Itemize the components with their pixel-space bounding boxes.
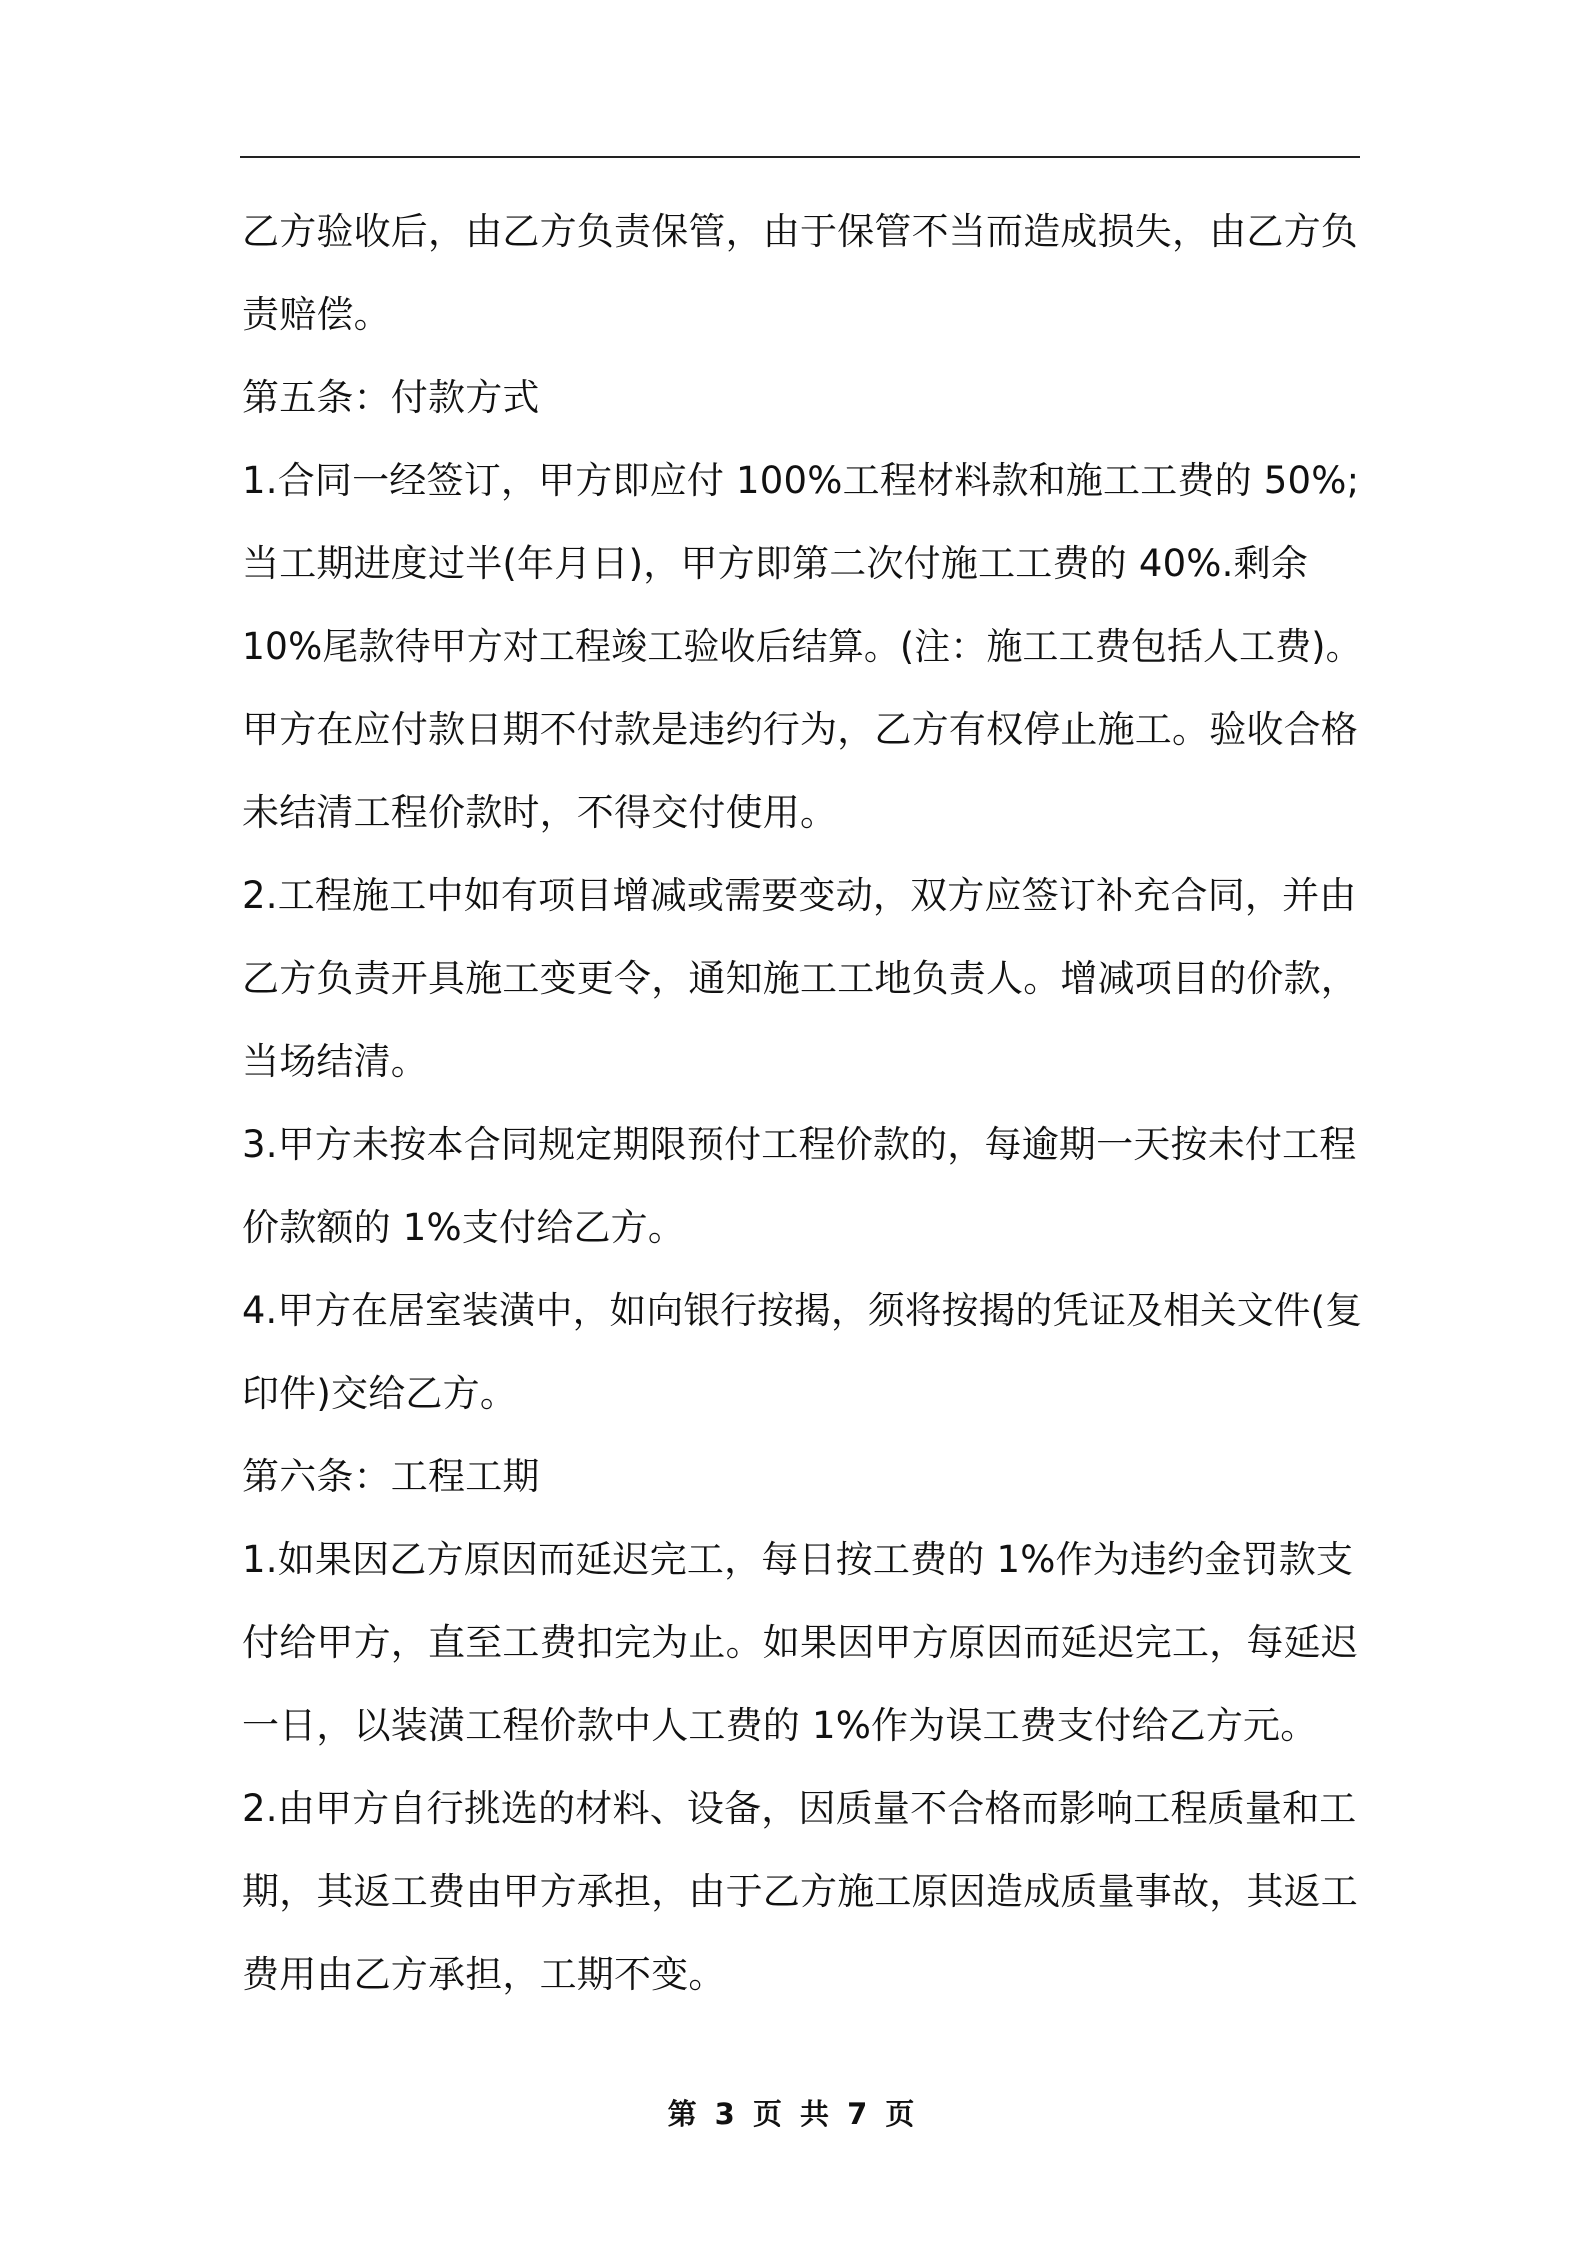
- header-divider: [240, 156, 1360, 158]
- text-line: 乙方验收后，由乙方负责保管，由于保管不当而造成损失，由乙方负: [242, 210, 1358, 253]
- section-heading: [242, 1435, 1362, 1518]
- paragraph: [242, 854, 1362, 1103]
- text-line: 当场结清。: [242, 1040, 428, 1083]
- text-line: 期，其返工费由甲方承担，由于乙方施工原因造成质量事故，其返工: [242, 1870, 1358, 1913]
- text-line: 第六条：工程工期: [242, 1455, 540, 1498]
- text-line: 责赔偿。: [242, 293, 391, 336]
- text-line: 第五条：付款方式: [242, 376, 540, 419]
- text-line: 未结清工程价款时，不得交付使用。: [242, 791, 838, 834]
- text-line: 4.甲方在居室装潢中，如向银行按揭，须将按揭的凭证及相关文件(复: [242, 1289, 1363, 1332]
- paragraph: [242, 1269, 1362, 1435]
- text-line: 1.合同一经签订，甲方即应付 100%工程材料款和施工工费的 50%;: [242, 459, 1360, 502]
- paragraph: [242, 1103, 1362, 1269]
- text-line: 乙方负责开具施工变更令，通知施工工地负责人。增减项目的价款，: [242, 957, 1358, 1000]
- text-line: 10%尾款待甲方对工程竣工验收后结算。(注：施工工费包括人工费)。: [242, 625, 1362, 668]
- text-line: 价款额的 1%支付给乙方。: [242, 1206, 686, 1249]
- document-body: [242, 190, 1362, 2016]
- text-line: 一日，以装潢工程价款中人工费的 1%作为误工费支付给乙方元。: [242, 1704, 1318, 1747]
- page-number-footer: 第 3 页 共 7 页: [667, 2097, 919, 2131]
- text-line: 2.由甲方自行挑选的材料、设备，因质量不合格而影响工程质量和工: [242, 1787, 1357, 1830]
- paragraph: [242, 190, 1362, 356]
- text-line: 当工期进度过半(年月日)，甲方即第二次付施工工费的 40%.剩余: [242, 542, 1309, 585]
- text-line: 3.甲方未按本合同规定期限预付工程价款的，每逾期一天按未付工程: [242, 1123, 1357, 1166]
- section-heading: [242, 356, 1362, 439]
- text-line: 2.工程施工中如有项目增减或需要变动，双方应签订补充合同，并由: [242, 874, 1357, 917]
- text-line: 甲方在应付款日期不付款是违约行为，乙方有权停止施工。验收合格: [242, 708, 1358, 751]
- text-line: 1.如果因乙方原因而延迟完工，每日按工费的 1%作为违约金罚款支: [242, 1538, 1354, 1581]
- text-line: 付给甲方，直至工费扣完为止。如果因甲方原因而延迟完工，每延迟: [242, 1621, 1358, 1664]
- paragraph: [242, 1518, 1362, 1767]
- paragraph: [242, 1767, 1362, 2016]
- text-line: 印件)交给乙方。: [242, 1372, 518, 1415]
- text-line: 费用由乙方承担，工期不变。: [242, 1953, 726, 1996]
- paragraph: [242, 439, 1362, 854]
